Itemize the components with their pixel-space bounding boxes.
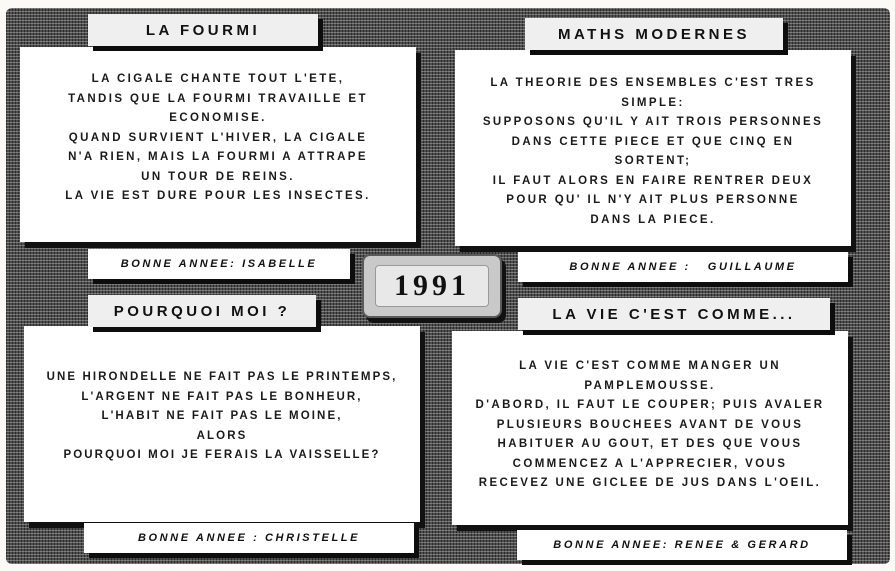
text-line: SORTENT; [614,155,692,167]
title-text: LA FOURMI [145,21,261,39]
title-text: LA VIE C'EST COMME... [552,305,796,323]
card-maths-modernes [455,50,851,246]
text-line: L'ARGENT NE FAIT PAS LE BONHEUR, [81,390,363,403]
card-la-fourmi [20,47,416,242]
title-la-fourmi [88,14,318,46]
title-maths-modernes [525,18,783,50]
signature-text: BONNE ANNEE: RENEE & GERARD [553,539,811,551]
title-la-vie-cest-comme [518,298,830,330]
signature-text: BONNE ANNEE : CHRISTELLE [137,532,361,544]
card-text [20,70,416,207]
text-line: UNE HIRONDELLE NE FAIT PAS LE PRINTEMPS, [46,371,398,383]
card-text [24,368,420,466]
text-line: N'A RIEN, MAIS LA FOURMI A ATTRAPE [68,151,368,163]
title-text: MATHS MODERNES [557,25,751,43]
text-line: SUPPOSONS QU'IL Y AIT TROIS PERSONNES [482,116,824,128]
text-line: DANS LA PIECE. [590,213,716,226]
text-line: UN TOUR DE REINS. [141,170,295,183]
text-line: LA THEORIE DES ENSEMBLES C'EST TRES [490,77,816,89]
card-pourquoi-moi [24,326,420,522]
title-pourquoi-moi [88,295,316,327]
text-line: PAMPLEMOUSSE. [584,379,716,392]
text-line: L'HABIT NE FAIT PAS LE MOINE, [101,410,343,422]
card-text [455,74,851,230]
text-line: D'ABORD, IL FAUT LE COUPER; PUIS AVALER [475,399,825,411]
text-line: POUR QU' IL N'Y AIT PLUS PERSONNE [506,194,800,206]
signature-renee-gerard [517,530,847,560]
text-line: LA VIE EST DURE POUR LES INSECTES. [65,190,371,202]
text-line: POURQUOI MOI JE FERAIS LA VAISSELLE? [63,449,381,461]
signature-guillaume [518,252,848,282]
title-text: POURQUOI MOI ? [113,302,291,320]
signature-text: BONNE ANNEE: ISABELLE [120,258,318,270]
text-line: ALORS [196,429,248,442]
text-line: LA CIGALE CHANTE TOUT L'ETE, [91,73,345,85]
text-line: ECONOMISE. [169,112,267,124]
card-la-vie-cest-comme [452,331,848,525]
text-line: COMMENCEZ A L'APPRECIER, VOUS [512,457,788,470]
signature-text: BONNE ANNEE : GUILLAUME [569,261,797,273]
year-text: 1991 [394,269,470,302]
text-line: TANDIS QUE LA FOURMI TRAVAILLE ET [68,92,368,105]
text-line: HABITUER AU GOUT, ET DES QUE VOUS [497,438,803,450]
text-line: LA VIE C'EST COMME MANGER UN [519,360,781,372]
text-line: PLUSIEURS BOUCHEES AVANT DE VOUS [496,418,804,431]
year-inner [375,265,489,307]
text-line: RECEVEZ UNE GICLEE DE JUS DANS L'OEIL. [478,477,822,489]
text-line: SIMPLE: [621,96,685,109]
signature-isabelle [88,249,350,279]
year-badge [362,254,502,318]
text-line: DANS CETTE PIECE ET QUE CINQ EN [511,135,795,148]
card-text [452,357,848,494]
signature-christelle [84,523,414,553]
text-line: IL FAUT ALORS EN FAIRE RENTRER DEUX [492,174,814,187]
text-line: QUAND SURVIENT L'HIVER, LA CIGALE [68,131,368,144]
